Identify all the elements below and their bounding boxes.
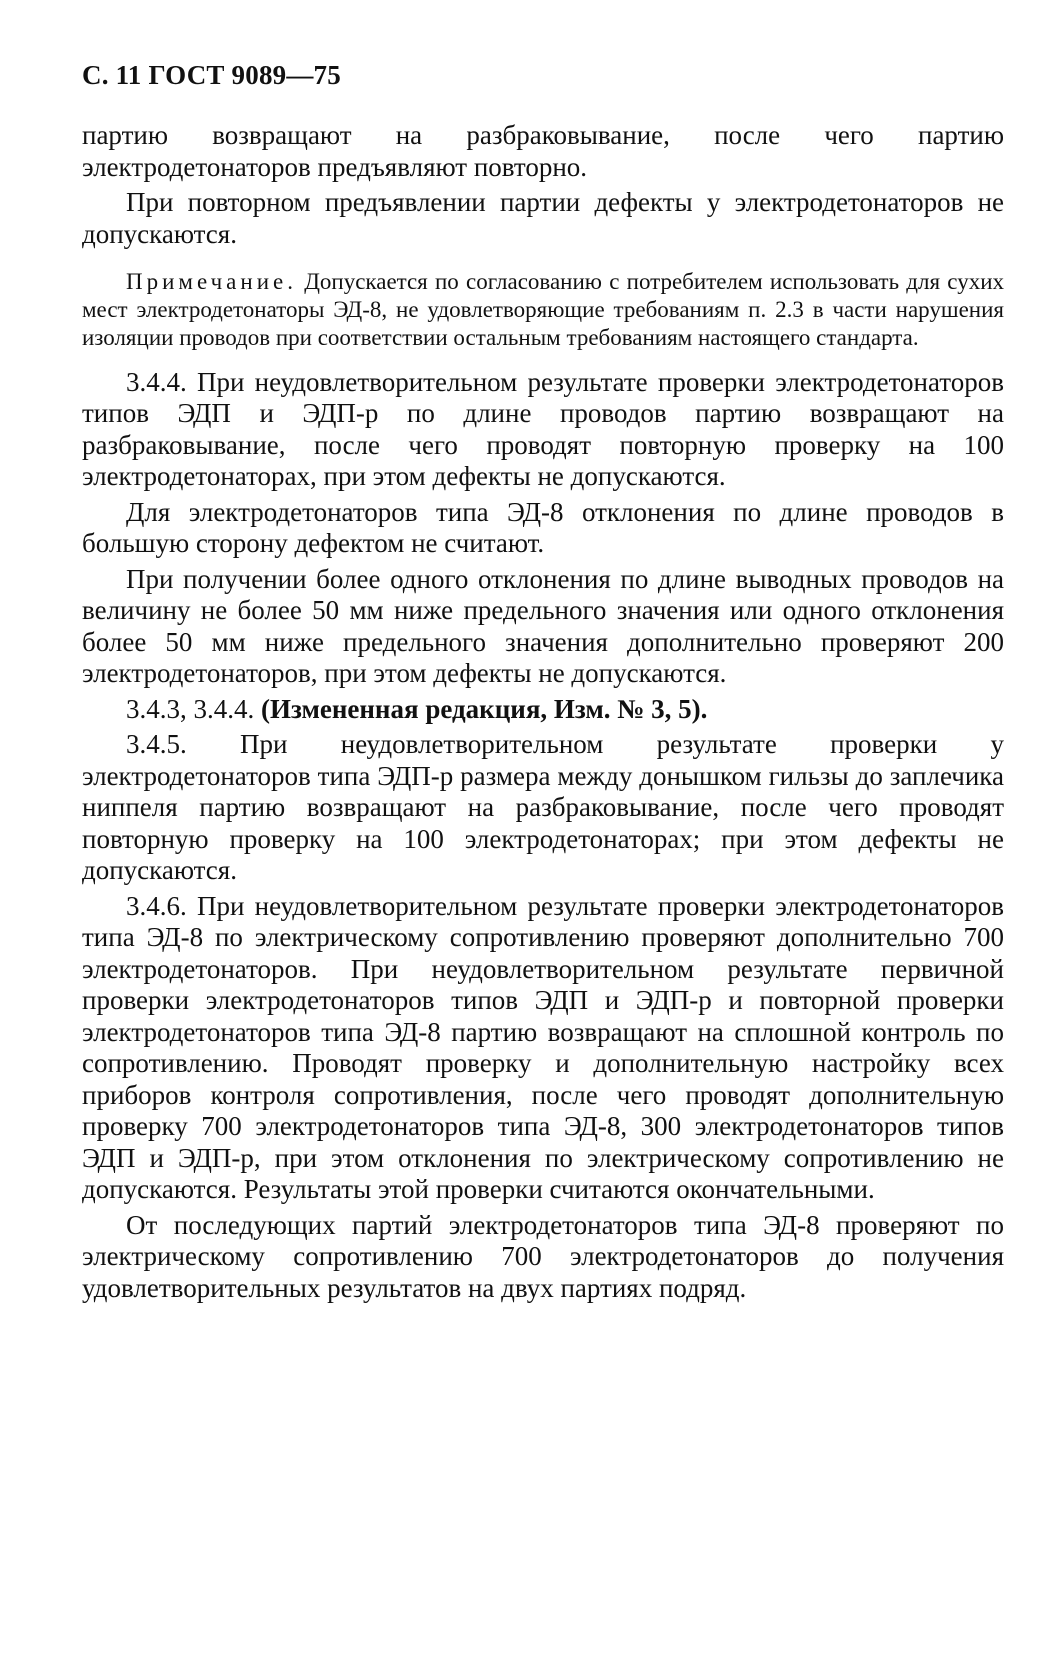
paragraph-deviation-check: При получении более одного отклонения по длине выводных проводов на величину не более 50 мм ниже предельного значения или одного отклонения более 50 мм ниже предельного значения дополнительно проверяют 200 электродетонаторов, при этом дефекты не допускаются. — [82, 563, 1004, 689]
page-header: С. 11 ГОСТ 9089—75 — [82, 60, 341, 90]
paragraph-revision-note — [82, 694, 1004, 726]
paragraph-subsequent-lots: От последующих партий электродетонаторов типа ЭД-8 проверяют по электрическому сопротивлению 700 электродетонаторов до получения удовлетворительных результатов на двух партиях подряд. — [82, 1209, 1004, 1303]
paragraph-continuation: партию возвращают на разбраковывание, после чего партию электродетонаторов предъявляют повторно. — [82, 120, 1004, 182]
paragraph-3-4-4: 3.4.4. При неудовлетворительном результате проверки электродетонаторов типов ЭДП и ЭДП-р по длине проводов партию возвращают на разбраковывание, после чего проводят повторную проверку на 100 электродетонаторах, при этом дефекты не допускаются. — [82, 366, 1004, 492]
note-label: Примечание. — [126, 269, 297, 294]
document-page — [82, 60, 1004, 1308]
note-text: Допускается по согласованию с потребителем использовать для сухих мест электродетонаторы ЭД-8, не удовлетворяющие требованиям п. 2.3 в части нарушения изоляции проводов при соответствии остальным требованиям настоящего стандарта. — [82, 269, 1004, 351]
paragraph-3-4-6: 3.4.6. При неудовлетворительном результате проверки электродетонаторов типа ЭД-8 по электрическому сопротивлению проверяют дополнительно 700 электродетонаторов. При неудовлетворительном результате первичной проверки электродетонаторов типов ЭДП и ЭДП-р и повторной проверки электродетонаторов типа ЭД-8 партию возвращают на сплошной контроль по сопротивлению. Проводят проверку и дополнительную настройку всех приборов контроля сопротивления, после чего проводят дополнительную проверку 700 электродетонаторов типа ЭД-8, 300 электродетонаторов типов ЭДП и ЭДП-р, при этом отклонения по электрическому сопротивлению не допускаются. Результаты этой проверки считаются окончательными. — [82, 890, 1004, 1205]
note-paragraph — [82, 268, 1004, 353]
revision-ref: 3.4.3, 3.4.4. — [126, 693, 261, 724]
revision-label: (Измененная редакция, Изм. № 3, 5). — [261, 693, 708, 724]
paragraph-ed8-wire-length: Для электродетонаторов типа ЭД-8 отклонения по длине проводов в большую сторону дефектом не считают. — [82, 496, 1004, 559]
paragraph-repeat-submission: При повторном предъявлении партии дефекты у электродетонаторов не допускаются. — [82, 187, 1004, 249]
paragraph-3-4-5: 3.4.5. При неудовлетворительном результате проверки у электродетонаторов типа ЭДП-р размера между донышком гильзы до заплечика ниппеля партию возвращают на разбраковывание, после чего проводят повторную проверку на 100 электродетонаторах; при этом дефекты не допускаются. — [82, 729, 1004, 886]
